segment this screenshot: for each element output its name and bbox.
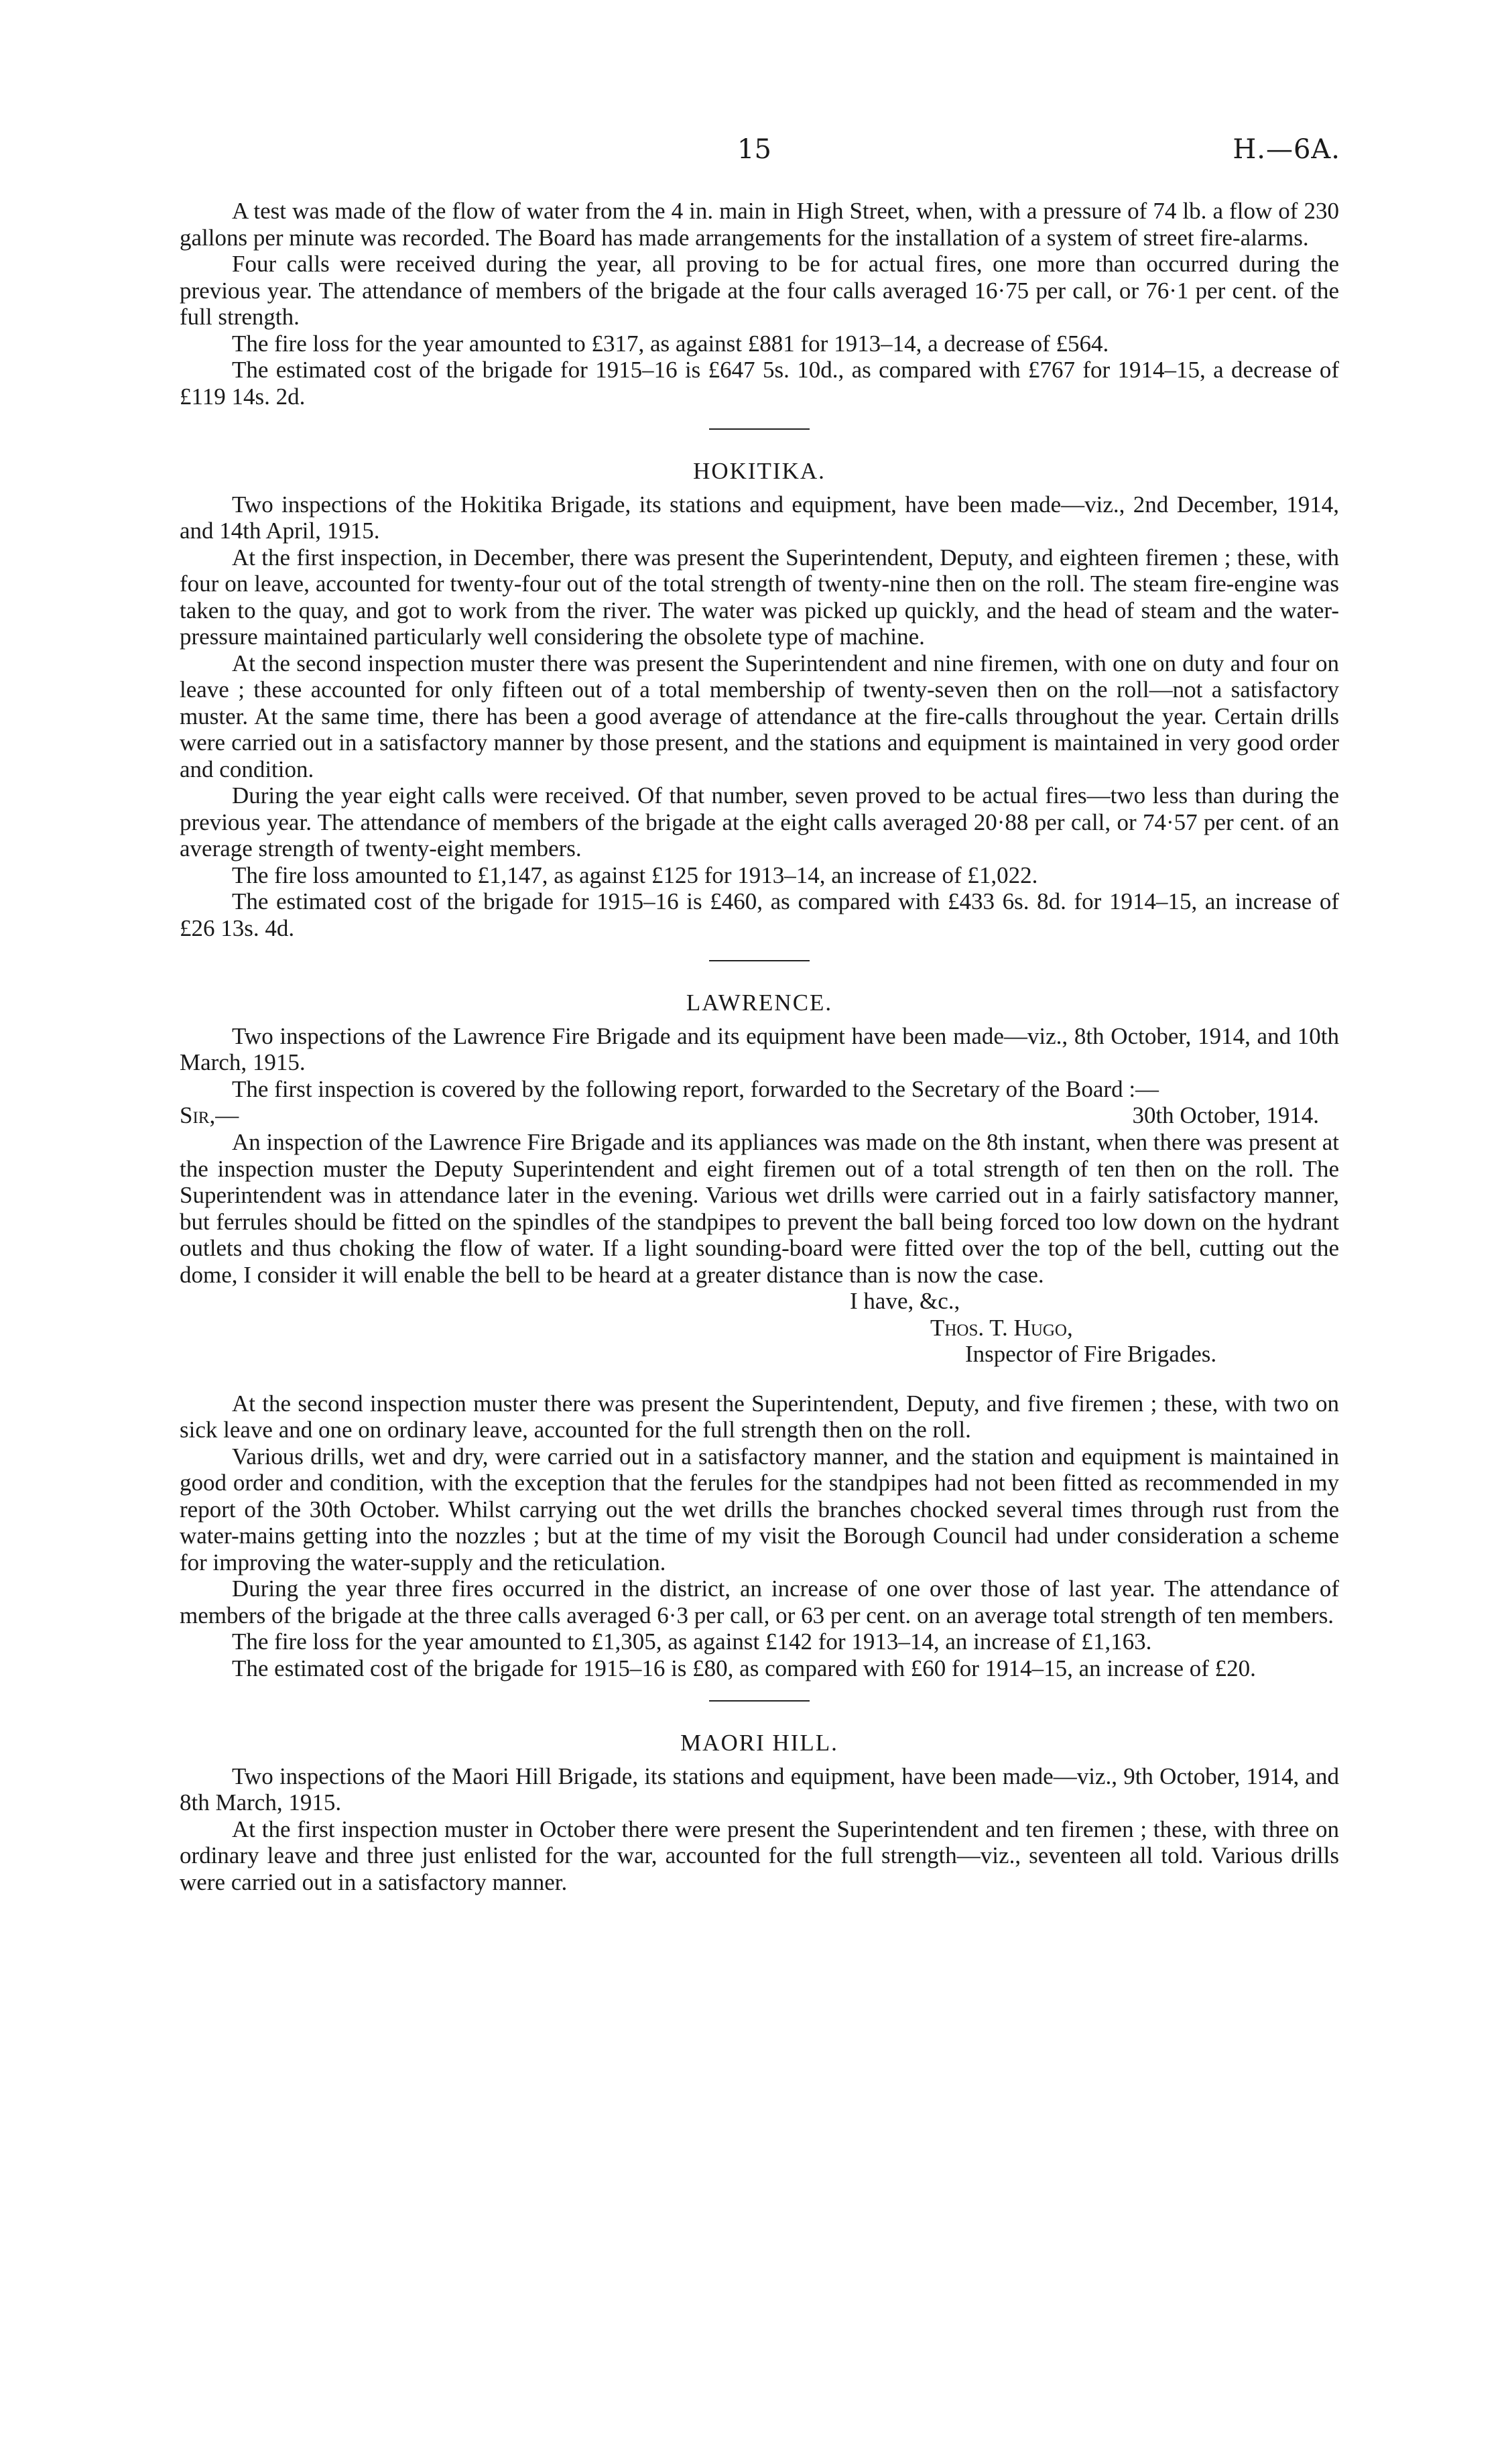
letter-salutation: Sir,— [180,1102,239,1128]
paragraph: The fire loss amounted to £1,147, as against £125 for 1913–14, an increase of £1,022. [232,861,1038,888]
paragraph: Two inspections of the Lawrence Fire Brigade and its equipment have been made—viz., 8th October, 1914, and 10th March, 1915. [180,1022,1339,1075]
section-maori-hill [180,1730,1339,1895]
spacer [180,1368,1339,1390]
letter-header [180,1102,1339,1129]
paragraph: The fire loss for the year amounted to £1,305, as against £142 for 1913–14, an increase of £1,163. [232,1628,1152,1655]
letter-signatory-title: Inspector of Fire Brigades. [965,1341,1217,1367]
letter-date: 30th October, 1914. [1132,1102,1319,1128]
section-heading: MAORI HILL. [680,1730,838,1756]
section-lawrence [180,990,1339,1681]
section-intro [180,198,1339,410]
page-number: 15 [737,134,771,165]
paragraph: The fire loss for the year amounted to £317, as against £881 for 1913–14, a decrease of £564. [232,330,1109,357]
paragraph: Two inspections of the Hokitika Brigade, its stations and equipment, have been made—viz., 2nd December, 1914, and 14th April, 1915. [180,491,1339,544]
paragraph: The estimated cost of the brigade for 1915–16 is £460, as compared with £433 6s. 8d. for 1914–15, an increase of £26 13s. 4d. [180,888,1339,941]
paragraph: During the year eight calls were received. Of that number, seven proved to be actual fires—two less than during the previous year. The attendance of members of the brigade at the eight calls averaged 20·88 per call, or 74·57 per cent. of an average strength of twenty-eight members. [180,782,1339,861]
document-body [180,198,1339,1895]
paragraph: The estimated cost of the brigade for 1915–16 is £80, as compared with £60 for 1914–15, an increase of £20. [232,1655,1256,1681]
section-hokitika [180,458,1339,941]
paragraph: At the second inspection muster there was present the Superintendent, Deputy, and five firemen ; these, with two on sick leave and one on ordinary leave, accounted for the full strength then on the roll. [180,1390,1339,1443]
paragraph: Various drills, wet and dry, were carried out in a satisfactory manner, and the station and equipment is maintained in good order and condition, with the exception that the ferules for the standpipes had not been fitted as recommended in my report of the 30th October. Whilst carrying out the wet drills the branches chocked several times through rust from the water-mains getting into the nozzles ; but at the time of my visit the Borough Council had under consideration a scheme for improving the water-supply and the reticulation. [180,1443,1339,1575]
paragraph: At the first inspection, in December, there was present the Superintendent, Deputy, and eighteen firemen ; these, with four on leave, accounted for twenty-four out of the total strength of twenty-nine then on the roll. The steam fire-engine was taken to the quay, and got to work from the river. The water was picked up quickly, and the head of steam and the water-pressure maintained particularly well considering the obsolete type of machine. [180,544,1339,650]
letter-signatory: Thos. T. Hugo, [930,1314,1073,1341]
paragraph: At the second inspection muster there was present the Superintendent and nine firemen, with one on duty and four on leave ; these accounted for only fifteen out of a total membership of twenty-seven then on the roll—not a satisfactory muster. At the same time, there has been a good average of attendance at the fire-calls throughout the year. Certain drills were carried out in a satisfactory manner by those present, and the stations and equipment is maintained in very good order and condition. [180,650,1339,782]
page-header [0,134,1512,174]
paragraph: A test was made of the flow of water from the 4 in. main in High Street, when, with a pressure of 74 lb. a flow of 230 gallons per minute was recorded. The Board has made arrangements for the installation of a system of street fire-alarms. [180,198,1339,251]
paragraph: Two inspections of the Maori Hill Brigade, its stations and equipment, have been made—viz., 9th October, 1914, and 8th March, 1915. [180,1763,1339,1816]
letter-body: An inspection of the Lawrence Fire Brigade and its appliances was made on the 8th instant, when there was present at the inspection muster the Deputy Superintendent and eight firemen out of a total strength of ten then on the roll. The Superintendent was in attendance later in the evening. Various wet drills were carried out in a fairly satisfactory manner, but ferrules should be fitted on the spindles of the standpipes to prevent the ball being forced too low down on the hydrant outlets and thus choking the flow of water. If a light sounding-board were fitted over the top of the bell, cutting out the dome, I consider it will enable the bell to be heard at a greater distance than is now the case. [180,1129,1339,1288]
paragraph: Four calls were received during the year, all proving to be for actual fires, one more than occurred during the previous year. The attendance of members of the brigade at the four calls averaged 16·75 per call, or 76·1 per cent. of the full strength. [180,251,1339,330]
paragraph: During the year three fires occurred in the district, an increase of one over those of last year. The attendance of members of the brigade at the three calls averaged 6·3 per call, or 63 per cent. on an average total strength of ten members. [180,1575,1339,1628]
section-divider [709,1700,810,1702]
section-heading: LAWRENCE. [686,990,833,1016]
paragraph: The estimated cost of the brigade for 1915–16 is £647 5s. 10d., as compared with £767 for 1914–15, a decrease of £119 14s. 2d. [180,357,1339,410]
paragraph: The first inspection is covered by the following report, forwarded to the Secretary of the Board :— [232,1075,1159,1102]
letter-closing: I have, &c., [850,1288,960,1314]
section-divider [709,960,810,961]
section-heading: HOKITIKA. [693,458,826,484]
document-reference: H.—6A. [1233,134,1340,165]
section-divider [709,428,810,430]
paragraph: At the first inspection muster in October there were present the Superintendent and ten firemen ; these, with three on ordinary leave and three just enlisted for the war, accounted for the full strength—viz., seventeen all told. Various drills were carried out in a satisfactory manner. [180,1816,1339,1895]
